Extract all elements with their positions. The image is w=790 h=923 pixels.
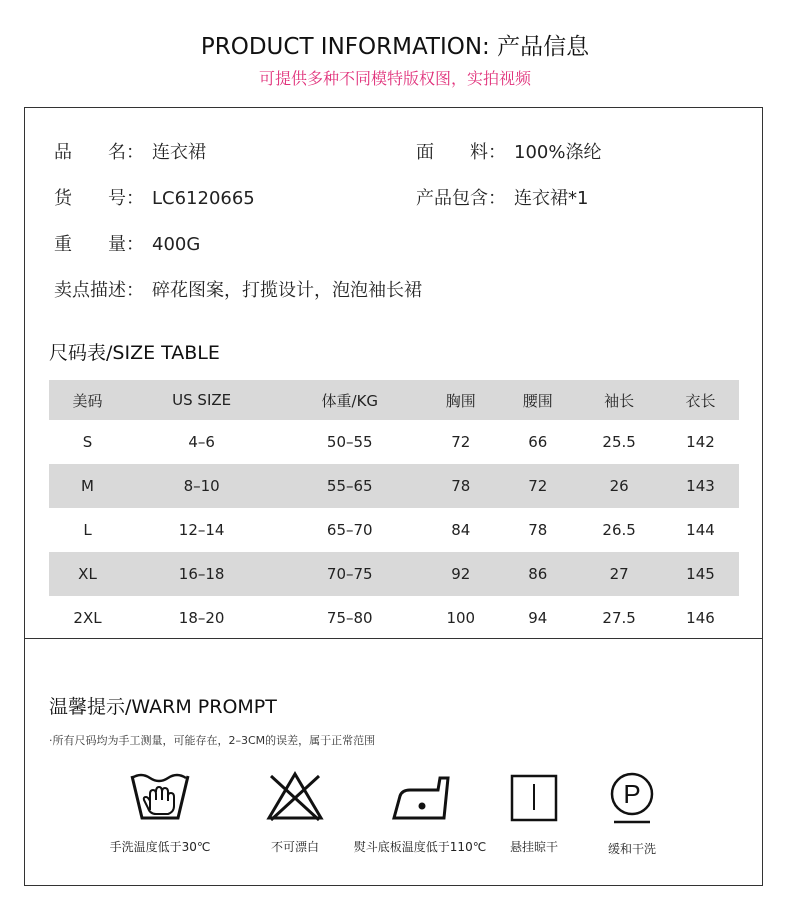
table-cell: L	[83, 521, 92, 539]
table-cell: 75–80	[326, 609, 373, 627]
page-subtitle: 可提供多种不同模特版权图，实拍视频	[258, 69, 531, 88]
size-table-header-row	[49, 380, 739, 420]
table-cell: 12–14	[178, 521, 225, 539]
table-cell: 100	[446, 609, 476, 627]
info-fabric	[416, 138, 601, 164]
info-sku	[54, 184, 255, 210]
page-title: PRODUCT INFORMATION: 产品信息	[200, 34, 590, 60]
info-sku-value: LC6120665	[152, 188, 255, 209]
size-table-header-cell: US SIZE	[126, 380, 277, 420]
table-cell: 143	[662, 464, 739, 508]
table-cell: 70–75	[277, 552, 422, 596]
table-cell: 65–70	[326, 521, 373, 539]
info-weight-label: 重 量：	[54, 234, 144, 255]
info-fabric-value: 100%涤纶	[514, 142, 602, 163]
table-cell: M	[49, 464, 126, 508]
table-row	[49, 596, 739, 640]
no-bleach-icon	[263, 770, 327, 824]
dry-clean-letter: P	[623, 779, 641, 809]
table-cell: 72	[499, 464, 576, 508]
iron-icon	[388, 770, 452, 824]
info-weight	[54, 230, 200, 256]
table-cell: 26	[576, 464, 662, 508]
table-cell: 26.5	[602, 521, 636, 539]
size-table-header-cell: 衣长	[662, 380, 739, 420]
info-name-value: 连衣裙	[152, 142, 206, 163]
hand-wash-icon	[128, 770, 192, 824]
care-label: 手洗温度低于30℃	[109, 840, 211, 854]
table-cell: 18–20	[178, 609, 225, 627]
table-cell: 27.5	[602, 609, 636, 627]
table-cell: 72	[451, 433, 471, 451]
size-table-header-cell: 体重/KG	[277, 380, 422, 420]
table-cell: 16–18	[126, 552, 277, 596]
table-cell: 142	[686, 433, 715, 451]
table-cell: 2XL	[73, 609, 102, 627]
info-name	[54, 138, 206, 164]
size-table-header-cell: 腰围	[499, 380, 576, 420]
care-item-dry-clean	[562, 770, 702, 857]
info-includes-value: 连衣裙*1	[514, 188, 589, 209]
table-cell: 27	[576, 552, 662, 596]
table-cell: 50–55	[326, 433, 373, 451]
table-cell: 146	[686, 609, 715, 627]
table-cell: 145	[662, 552, 739, 596]
table-cell: 78	[528, 521, 548, 539]
care-item-hand-wash	[90, 770, 230, 855]
care-label: 熨斗底板温度低于110℃	[353, 840, 487, 854]
table-cell: 86	[499, 552, 576, 596]
info-sku-label: 货 号：	[54, 188, 144, 209]
size-table-header-cell: 胸围	[422, 380, 499, 420]
dry-clean-icon	[600, 770, 664, 826]
info-selling-label: 卖点描述：	[54, 280, 144, 301]
size-table-header-cell: 美码	[49, 380, 126, 420]
info-name-label: 品 名：	[54, 142, 144, 163]
care-label: 悬挂晾干	[509, 840, 558, 854]
size-table-title: 尺码表/SIZE TABLE	[49, 342, 220, 364]
table-row	[49, 420, 739, 464]
info-selling-points	[54, 276, 422, 302]
table-cell: 66	[528, 433, 548, 451]
table-cell: 144	[686, 521, 715, 539]
size-table-header-cell: 袖长	[576, 380, 662, 420]
warm-prompt-title: 温馨提示/WARM PROMPT	[49, 696, 277, 718]
table-cell: 25.5	[602, 433, 636, 451]
table-cell: 55–65	[277, 464, 422, 508]
info-includes	[416, 184, 588, 210]
table-cell: 92	[422, 552, 499, 596]
table-cell: S	[82, 433, 93, 451]
table-row	[49, 508, 739, 552]
info-weight-value: 400G	[152, 234, 201, 255]
table-cell: 94	[528, 609, 548, 627]
info-selling-value: 碎花图案，打揽设计，泡泡袖长裙	[152, 280, 422, 301]
table-cell: 78	[422, 464, 499, 508]
care-label: 缓和干洗	[607, 842, 656, 856]
care-label: 不可漂白	[270, 840, 319, 854]
table-cell: 4–6	[188, 433, 215, 451]
line-dry-icon	[502, 770, 566, 824]
table-cell: XL	[49, 552, 126, 596]
info-includes-label: 产品包含：	[416, 188, 506, 209]
measurement-note: ·所有尺码均为手工测量，可能存在，2–3CM的误差，属于正常范围	[49, 734, 376, 747]
table-row	[49, 464, 739, 508]
table-cell: 84	[451, 521, 471, 539]
table-cell: 8–10	[126, 464, 277, 508]
info-fabric-label: 面 料：	[416, 142, 506, 163]
table-row	[49, 552, 739, 596]
size-table	[49, 380, 739, 640]
